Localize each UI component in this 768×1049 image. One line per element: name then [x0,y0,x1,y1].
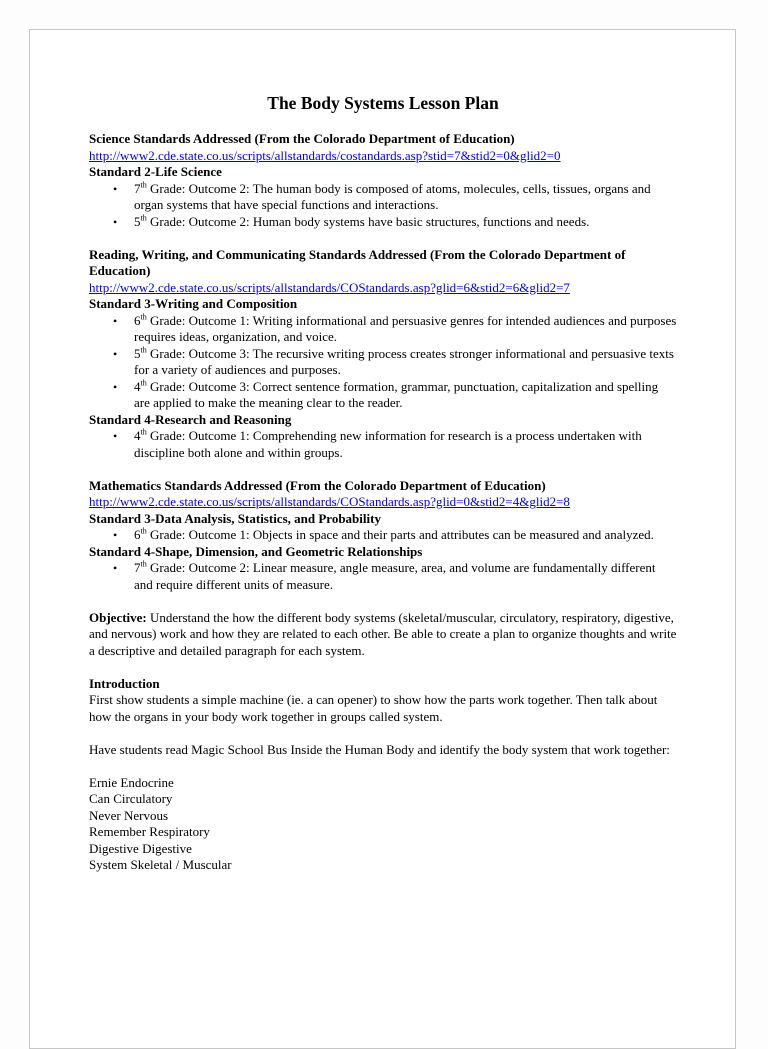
mnemonic-line: Remember Respiratory [89,824,210,839]
list-item-text: 4th Grade: Outcome 3: Correct sentence formation, grammar, punctuation, capitalization and spelling are applied to make the meaning clear to the reader. [134,378,659,410]
standard-name-life-science: Standard 2-Life Science [89,164,222,179]
bullet-icon: • [113,379,118,394]
standard-name-data-analysis: Standard 3-Data Analysis, Statistics, and Probability [89,510,381,526]
list-item-text: 4th Grade: Outcome 1: Comprehending new information for research is a process undertaken with discipline both alone and within groups. [134,427,642,460]
mnemonic-line: Ernie Endocrine [89,774,174,790]
list-item-text: 6th Grade: Outcome 1: Objects in space and their parts and attributes can be measured and analyzed. [134,526,654,542]
list-item-text: 7th Grade: Outcome 2: Linear measure, angle measure, area, and volume are fundamentally different and require different units of measure. [134,559,656,592]
section-heading-math: Mathematics Standards Addressed (From the Colorado Department of Education) [89,477,546,493]
bullet-icon: • [113,429,118,443]
science-standards-link[interactable]: http://www2.cde.state.co.us/scripts/allstandards/costandards.asp?stid=7&stid2=0&glid2=0 [89,147,561,163]
link-line [89,280,677,297]
section-rwc-standards [89,247,677,462]
list-item [89,428,677,461]
document-page [29,29,736,1049]
list-item-text: 7th Grade: Outcome 2: The human body is composed of atoms, molecules, cells, tissues, organs and organ systems that have special functions and interactions. [134,180,651,212]
introduction-paragraph: First show students a simple machine (ie. a can opener) to show how the parts work together. Then talk about how the organs in your body work together in groups called system. [89,692,658,724]
rwc-standards-link[interactable]: http://www2.cde.state.co.us/scripts/allstandards/COStandards.asp?glid=6&stid2=6&glid2=7 [89,279,570,295]
section-heading-science: Science Standards Addressed (From the Colorado Department of Education) [89,131,515,146]
section-introduction [89,676,677,726]
link-line [89,494,677,511]
list-item [89,379,677,412]
list-item [89,214,677,231]
bullet-icon: • [113,214,118,229]
section-science-standards [89,131,677,230]
mnemonic-line: Digestive Digestive [89,840,192,856]
section-heading-rwc: Reading, Writing, and Communicating Standards Addressed (From the Colorado Department of Education) [89,246,626,278]
bullet-icon: • [113,313,118,328]
page-title: The Body Systems Lesson Plan [267,93,499,113]
mnemonic-list [89,775,677,874]
list-item-text: 5th Grade: Outcome 3: The recursive writing process creates stronger informational and persuasive texts for a variety of audiences and purposes. [134,345,674,377]
list-item-text: 6th Grade: Outcome 1: Writing informational and persuasive genres for intended audiences and purposes requires ideas, organization, and voice. [134,312,677,344]
bullet-icon: • [113,346,118,361]
bullet-icon: • [113,561,118,575]
bullet-icon: • [113,528,118,542]
list-item [89,527,677,544]
list-item [89,181,677,214]
objective-paragraph [89,610,677,660]
mnemonic-line: Never Nervous [89,807,169,823]
reading-activity-paragraph: Have students read Magic School Bus Inside the Human Body and identify the body system that work together: [89,741,670,757]
list-item-text: 5th Grade: Outcome 2: Human body systems have basic structures, functions and needs. [134,213,590,229]
objective-text: Understand the how the different body systems (skeletal/muscular, circulatory, respiratory, digestive, and nervous) work and how they are related to each other. Be able to create a plan to organize thoughts and write a descriptive and detailed paragraph for each system. [89,609,677,658]
mnemonic-line: System Skeletal / Muscular [89,857,232,872]
standard-name-research-reasoning: Standard 4-Research and Reasoning [89,411,292,427]
link-line [89,148,677,165]
list-item [89,346,677,379]
math-standards-link[interactable]: http://www2.cde.state.co.us/scripts/allstandards/COStandards.asp?glid=0&stid2=4&glid2=8 [89,494,570,509]
list-item [89,560,677,593]
introduction-heading: Introduction [89,675,160,691]
mnemonic-line: Can Circulatory [89,791,173,806]
section-math-standards [89,478,677,594]
bullet-icon: • [113,181,118,196]
objective-label: Objective: [89,609,147,625]
list-item [89,313,677,346]
standard-name-writing-composition: Standard 3-Writing and Composition [89,296,298,311]
standard-name-shape-dimension: Standard 4-Shape, Dimension, and Geometric Relationships [89,543,423,559]
